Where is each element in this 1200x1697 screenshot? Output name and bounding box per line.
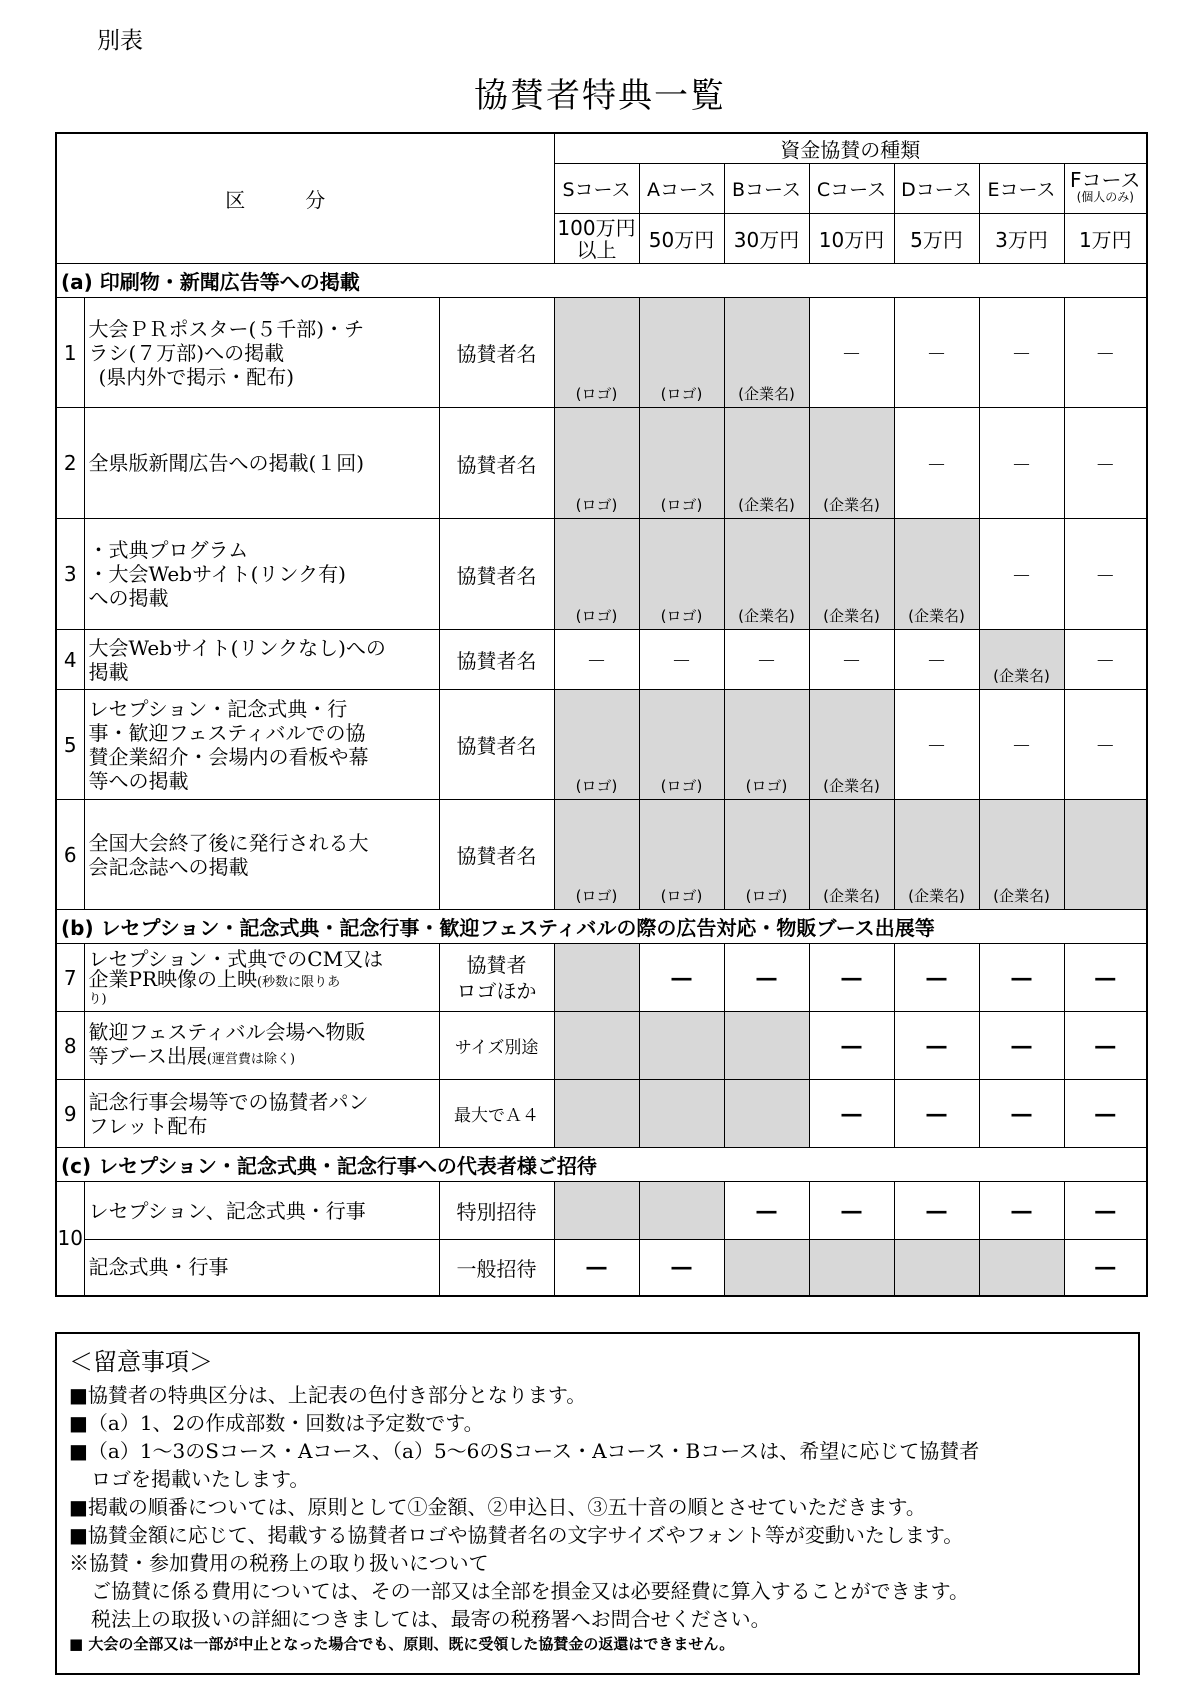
empty-cell: ― bbox=[639, 944, 724, 1012]
course-f-label: Fコース bbox=[1070, 167, 1141, 192]
section-b-row bbox=[56, 910, 1147, 944]
label-line: 歓迎フェスティバル会場へ物販 bbox=[88, 1019, 366, 1044]
course-s: Sコース bbox=[554, 164, 639, 214]
note-line: ■（a）1～3のSコース・Aコース、（a）5～6のSコース・Aコース・Bコースは、希望に応じて協賛者 bbox=[69, 1439, 980, 1463]
cell-caption: (企業名) bbox=[738, 385, 795, 403]
row-label bbox=[84, 519, 439, 630]
course-f bbox=[1064, 164, 1147, 214]
cell-caption: (企業名) bbox=[823, 496, 880, 514]
empty-cell: ― bbox=[1064, 1080, 1147, 1148]
empty-cell: － bbox=[809, 298, 894, 408]
cell-caption: (ロゴ) bbox=[745, 887, 788, 905]
label-line: 掲載 bbox=[88, 659, 129, 684]
benefit-cell bbox=[554, 944, 639, 1012]
table-row bbox=[56, 408, 1147, 519]
benefit-cell bbox=[979, 1240, 1064, 1296]
table-row bbox=[56, 690, 1147, 800]
note-line: ■（a）1、2の作成部数・回数は予定数です。 bbox=[69, 1411, 484, 1435]
benefit-cell bbox=[639, 408, 724, 519]
benefit-cell bbox=[554, 800, 639, 910]
empty-cell: ― bbox=[809, 944, 894, 1012]
section-a-title: (a) 印刷物・新聞広告等への掲載 bbox=[56, 264, 1147, 298]
row-type: 協賛者名 bbox=[439, 298, 554, 408]
price-f: 1万円 bbox=[1064, 214, 1147, 264]
cell-caption: (ロゴ) bbox=[745, 777, 788, 795]
label-line: への掲載 bbox=[88, 586, 169, 610]
empty-cell: ― bbox=[554, 1240, 639, 1296]
cell-caption: (ロゴ) bbox=[575, 887, 618, 905]
label-line: 全国大会終了後に発行される大 bbox=[88, 830, 369, 855]
course-a: Aコース bbox=[639, 164, 724, 214]
row-label bbox=[84, 298, 439, 408]
empty-cell: ― bbox=[724, 1182, 809, 1240]
cell-caption: (企業名) bbox=[908, 887, 965, 905]
benefit-cell bbox=[639, 1080, 724, 1148]
table-row bbox=[56, 944, 1147, 1012]
cell-caption: (企業名) bbox=[738, 496, 795, 514]
table-row bbox=[56, 1080, 1147, 1148]
label-line: 賛企業紹介・会場内の看板や幕 bbox=[88, 744, 369, 769]
empty-cell: ― bbox=[1064, 1182, 1147, 1240]
empty-cell: － bbox=[894, 298, 979, 408]
notes-box bbox=[55, 1332, 1140, 1675]
note-line: ■協賛者の特典区分は、上記表の色付き部分となります。 bbox=[69, 1383, 587, 1407]
notes-title: ＜留意事項＞ bbox=[69, 1348, 213, 1376]
section-c-row bbox=[56, 1148, 1147, 1182]
price-b: 30万円 bbox=[724, 214, 809, 264]
cell-caption: (ロゴ) bbox=[660, 777, 703, 795]
section-c-title: (c) レセプション・記念式典・記念行事への代表者様ご招待 bbox=[56, 1148, 1147, 1182]
row-type: 特別招待 bbox=[439, 1182, 554, 1240]
empty-cell: － bbox=[979, 690, 1064, 800]
table-row bbox=[56, 630, 1147, 690]
cell-caption: (ロゴ) bbox=[660, 385, 703, 403]
empty-cell: ― bbox=[979, 1182, 1064, 1240]
cell-caption: (企業名) bbox=[993, 667, 1050, 685]
table-row bbox=[56, 1012, 1147, 1080]
row-number: 9 bbox=[56, 1080, 84, 1148]
type-line: 協賛者 bbox=[466, 952, 527, 977]
row-label bbox=[84, 630, 439, 690]
benefit-cell bbox=[554, 1182, 639, 1240]
empty-cell: ― bbox=[1064, 1012, 1147, 1080]
benefit-cell bbox=[639, 298, 724, 408]
table-row bbox=[56, 1182, 1147, 1240]
benefit-cell bbox=[724, 1012, 809, 1080]
row-number: 3 bbox=[56, 519, 84, 630]
row-number: 2 bbox=[56, 408, 84, 519]
empty-cell: ― bbox=[809, 1182, 894, 1240]
benefit-cell bbox=[554, 1012, 639, 1080]
row-label bbox=[84, 800, 439, 910]
note-line: ■協賛金額に応じて、掲載する協賛者ロゴや協賛者名の文字サイズやフォント等が変動いたします。 bbox=[69, 1523, 964, 1547]
empty-cell: ― bbox=[639, 1240, 724, 1296]
label-line: 会記念誌への掲載 bbox=[88, 854, 249, 879]
empty-cell: － bbox=[1064, 519, 1147, 630]
label-line: 大会Webサイト(リンクなし)への bbox=[88, 635, 386, 660]
benefit-cell bbox=[639, 1012, 724, 1080]
empty-cell: － bbox=[894, 630, 979, 690]
row-type: 協賛者名 bbox=[439, 630, 554, 690]
label-text: 企業PR映像の上映 bbox=[88, 966, 258, 991]
empty-cell: － bbox=[554, 630, 639, 690]
cell-caption: (ロゴ) bbox=[575, 777, 618, 795]
label-line: り) bbox=[88, 991, 107, 1007]
benefit-cell bbox=[894, 519, 979, 630]
empty-cell: － bbox=[1064, 298, 1147, 408]
label-line: 事・歓迎フェスティバルでの協 bbox=[88, 720, 366, 745]
benefit-cell bbox=[724, 690, 809, 800]
header-row-1 bbox=[56, 133, 1147, 164]
course-c: Cコース bbox=[809, 164, 894, 214]
note-line: ■掲載の順番については、原則として①金額、②申込日、③五十音の順とさせていただきます。 bbox=[69, 1495, 926, 1519]
price-e: 3万円 bbox=[979, 214, 1064, 264]
cell-caption: (ロゴ) bbox=[575, 385, 618, 403]
benefit-cell bbox=[809, 408, 894, 519]
empty-cell: － bbox=[894, 690, 979, 800]
empty-cell: ― bbox=[1064, 944, 1147, 1012]
benefits-table bbox=[55, 132, 1148, 1297]
price-a: 50万円 bbox=[639, 214, 724, 264]
empty-cell: － bbox=[809, 630, 894, 690]
benefit-cell bbox=[809, 800, 894, 910]
cell-caption: (ロゴ) bbox=[660, 887, 703, 905]
benefit-cell bbox=[639, 690, 724, 800]
benefit-cell bbox=[724, 298, 809, 408]
cell-caption: (企業名) bbox=[823, 887, 880, 905]
section-b-title: (b) レセプション・記念式典・記念行事・歓迎フェスティバルの際の広告対応・物販ブース出展等 bbox=[56, 910, 1147, 944]
row-number: 7 bbox=[56, 944, 84, 1012]
empty-cell: － bbox=[979, 298, 1064, 408]
cell-caption: (ロゴ) bbox=[575, 607, 618, 625]
note-line: 税法上の取扱いの詳細につきましては、最寄の税務署へお問合せください。 bbox=[91, 1607, 771, 1631]
course-d: Dコース bbox=[894, 164, 979, 214]
label-line bbox=[89, 1044, 439, 1072]
empty-cell: ― bbox=[809, 1012, 894, 1080]
row-label bbox=[84, 944, 439, 1012]
note-line: ロゴを掲載いたします。 bbox=[91, 1467, 310, 1491]
label-line: 記念行事会場等での協賛者パン bbox=[88, 1089, 369, 1114]
cell-caption: (企業名) bbox=[738, 607, 795, 625]
note-line: ■ 大会の全部又は一部が中止となった場合でも、原則、既に受領した協賛金の返還はできません。 bbox=[69, 1635, 735, 1653]
row-label: レセプション、記念式典・行事 bbox=[84, 1182, 439, 1240]
benefit-cell bbox=[724, 1080, 809, 1148]
row-label: 全県版新聞広告への掲載(１回) bbox=[84, 408, 439, 519]
benefit-cell bbox=[724, 519, 809, 630]
row-number: 6 bbox=[56, 800, 84, 910]
note-line: ※協賛・参加費用の税務上の取り扱いについて bbox=[69, 1551, 489, 1575]
empty-cell: － bbox=[894, 408, 979, 519]
empty-cell: － bbox=[1064, 630, 1147, 690]
course-e: Eコース bbox=[979, 164, 1064, 214]
row-type: 協賛者名 bbox=[439, 519, 554, 630]
label-line: レセプション・式典でのCM又は bbox=[88, 946, 384, 971]
label-line: (県内外で掲示・配布) bbox=[98, 364, 295, 389]
label-note: (秒数に限りあ bbox=[257, 974, 341, 990]
benefit-cell bbox=[979, 630, 1064, 690]
cell-caption: (企業名) bbox=[823, 607, 880, 625]
empty-cell: － bbox=[1064, 690, 1147, 800]
benefit-cell bbox=[724, 800, 809, 910]
empty-cell: ― bbox=[894, 1182, 979, 1240]
row-number: 5 bbox=[56, 690, 84, 800]
benefit-cell bbox=[979, 800, 1064, 910]
section-a-row bbox=[56, 264, 1147, 298]
row-type: 一般招待 bbox=[439, 1240, 554, 1296]
empty-cell: ― bbox=[979, 1012, 1064, 1080]
empty-cell: ― bbox=[724, 944, 809, 1012]
kubun-header: 区分 bbox=[56, 133, 554, 264]
course-b: Bコース bbox=[724, 164, 809, 214]
benefit-cell bbox=[554, 519, 639, 630]
benefit-cell bbox=[724, 1240, 809, 1296]
row-type: 最大でＡ４ bbox=[439, 1080, 554, 1148]
row-label bbox=[84, 1080, 439, 1148]
benefit-cell bbox=[639, 1182, 724, 1240]
label-note: (運営費は除く) bbox=[206, 1051, 296, 1067]
empty-cell: － bbox=[1064, 408, 1147, 519]
note-line: ご協賛に係る費用については、その一部又は全部を損金又は必要経費に算入することができます。 bbox=[91, 1579, 969, 1603]
label-line: 大会ＰＲポスター(５千部)・チ bbox=[88, 316, 365, 341]
page-title: 協賛者特典一覧 bbox=[474, 76, 726, 116]
label-line: ・式典プログラム bbox=[88, 538, 249, 562]
benefit-cell bbox=[894, 800, 979, 910]
row-label bbox=[84, 690, 439, 800]
label-line: 等への掲載 bbox=[88, 768, 189, 793]
label-line: レセプション・記念式典・行 bbox=[88, 696, 348, 721]
row-label: 記念式典・行事 bbox=[84, 1240, 439, 1296]
empty-cell: － bbox=[724, 630, 809, 690]
benefit-cell bbox=[809, 690, 894, 800]
benefit-cell bbox=[809, 519, 894, 630]
benefit-cell bbox=[554, 408, 639, 519]
cell-caption: (ロゴ) bbox=[660, 607, 703, 625]
row-number: 10 bbox=[56, 1182, 84, 1296]
cell-caption: (ロゴ) bbox=[660, 496, 703, 514]
empty-cell: ― bbox=[979, 944, 1064, 1012]
price-c: 10万円 bbox=[809, 214, 894, 264]
label-line: フレット配布 bbox=[88, 1113, 208, 1138]
row-type: サイズ別途 bbox=[439, 1012, 554, 1080]
fund-types-header: 資金協賛の種類 bbox=[554, 133, 1147, 164]
empty-cell: － bbox=[979, 408, 1064, 519]
benefit-cell bbox=[639, 800, 724, 910]
benefit-cell bbox=[809, 1240, 894, 1296]
label-line bbox=[88, 966, 439, 993]
row-type: 協賛者名 bbox=[439, 690, 554, 800]
benefit-cell bbox=[554, 298, 639, 408]
empty-cell: － bbox=[639, 630, 724, 690]
row-type: 協賛者名 bbox=[439, 800, 554, 910]
row-label bbox=[84, 1012, 439, 1080]
table-row bbox=[56, 519, 1147, 630]
course-f-note: (個人のみ) bbox=[1076, 189, 1134, 204]
empty-cell: ― bbox=[809, 1080, 894, 1148]
empty-cell: ― bbox=[979, 1080, 1064, 1148]
empty-cell: ― bbox=[1064, 1240, 1147, 1296]
benefit-cell bbox=[1064, 800, 1147, 910]
cell-caption: (ロゴ) bbox=[575, 496, 618, 514]
row-number: 4 bbox=[56, 630, 84, 690]
label-line: ・大会Webサイト(リンク有) bbox=[88, 562, 346, 586]
benefit-cell bbox=[554, 1080, 639, 1148]
table-row bbox=[56, 298, 1147, 408]
type-line: ロゴほか bbox=[456, 978, 537, 1003]
benefit-cell bbox=[894, 1240, 979, 1296]
appendix-label: 別表 bbox=[97, 28, 143, 54]
empty-cell: ― bbox=[894, 1080, 979, 1148]
row-type: 協賛者名 bbox=[439, 408, 554, 519]
row-number: 8 bbox=[56, 1012, 84, 1080]
label-text: 等ブース出展 bbox=[88, 1043, 207, 1068]
cell-caption: (企業名) bbox=[993, 887, 1050, 905]
cell-caption: (企業名) bbox=[823, 777, 880, 795]
row-number: 1 bbox=[56, 298, 84, 408]
table-row bbox=[56, 800, 1147, 910]
row-type bbox=[439, 944, 554, 1012]
benefit-cell bbox=[724, 408, 809, 519]
empty-cell: ― bbox=[894, 944, 979, 1012]
table-row bbox=[56, 1240, 1147, 1296]
benefit-cell bbox=[639, 519, 724, 630]
benefit-cell bbox=[554, 690, 639, 800]
empty-cell: ― bbox=[894, 1012, 979, 1080]
label-line: ラシ(７万部)への掲載 bbox=[88, 340, 285, 365]
cell-caption: (企業名) bbox=[908, 607, 965, 625]
price-d: 5万円 bbox=[894, 214, 979, 264]
empty-cell: － bbox=[979, 519, 1064, 630]
price-s: 100万円以上 bbox=[554, 214, 639, 264]
